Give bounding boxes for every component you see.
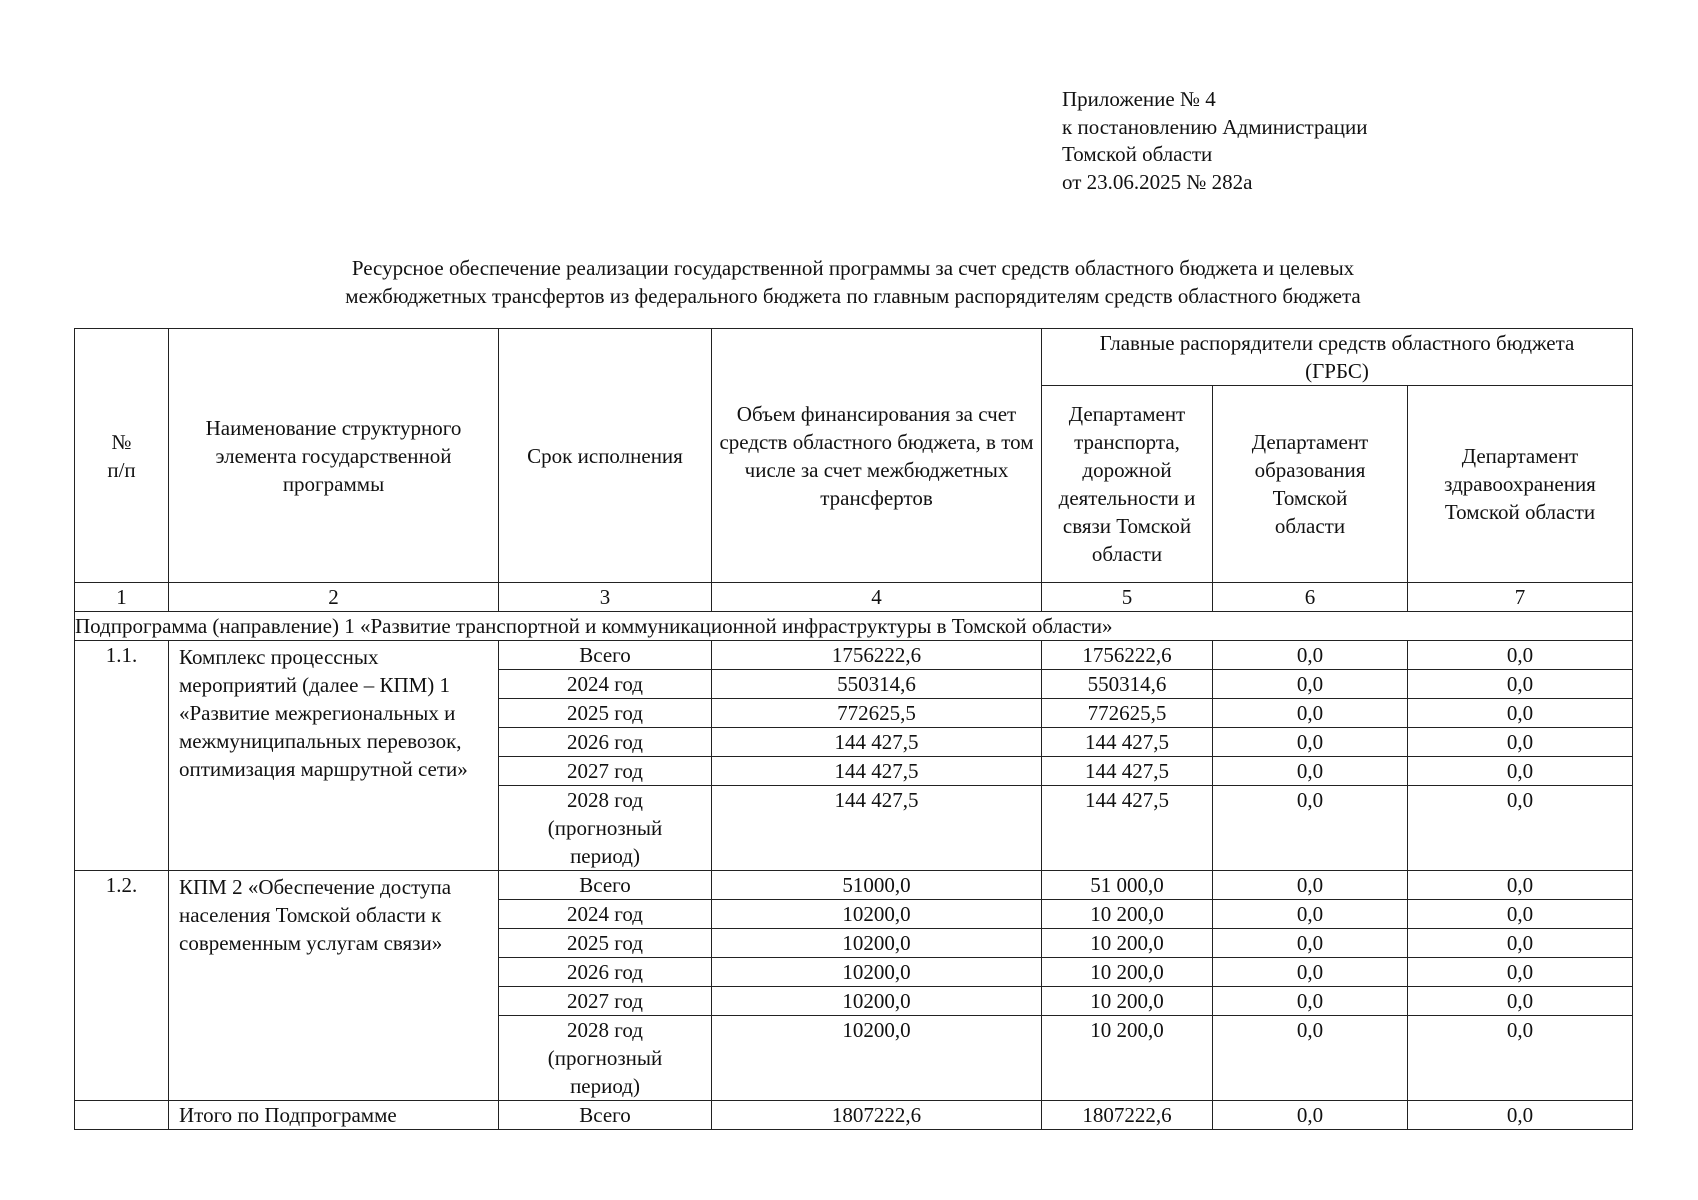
document-title — [74, 254, 1632, 310]
column-number: 4 — [712, 583, 1042, 612]
header-volume-label: Объем финансирования за счет средств областного бюджета, в том числе за счет межбюджетных трансфертов — [719, 401, 1034, 510]
term-cell — [499, 786, 712, 871]
term-cell: 2027 год — [499, 987, 712, 1016]
total-transport: 1807222,6 — [1042, 1101, 1213, 1130]
header-dept-education — [1213, 386, 1408, 583]
total-label: Итого по Подпрограмме — [169, 1101, 499, 1130]
health-cell: 0,0 — [1408, 958, 1633, 987]
header-num-label: № п/п — [107, 429, 136, 482]
health-cell: 0,0 — [1408, 900, 1633, 929]
term-cell-label: 2028 год (прогнозный период) — [547, 788, 663, 868]
subprogram-title: Подпрограмма (направление) 1 «Развитие транспортной и коммуникационной инфраструктуры в Томской области» — [75, 612, 1633, 641]
term-cell: 2025 год — [499, 699, 712, 728]
education-cell: 0,0 — [1213, 987, 1408, 1016]
education-cell: 0,0 — [1213, 699, 1408, 728]
column-number: 6 — [1213, 583, 1408, 612]
header-grbs — [1042, 329, 1633, 386]
appendix-number: Приложение № 4 — [1062, 87, 1216, 111]
transport-cell: 10 200,0 — [1042, 929, 1213, 958]
table-row — [75, 641, 1633, 670]
health-cell: 0,0 — [1408, 871, 1633, 900]
structural-element-name: КПМ 2 «Обеспечение доступа населения Томской области к современным услугам связи» — [169, 871, 499, 1101]
volume-cell: 10200,0 — [712, 987, 1042, 1016]
column-number: 7 — [1408, 583, 1633, 612]
transport-cell: 1756222,6 — [1042, 641, 1213, 670]
column-number: 1 — [75, 583, 169, 612]
appendix-date: от 23.06.2025 № 282а — [1062, 169, 1253, 194]
header-name-label: Наименование структурного элемента государственной программы — [205, 415, 462, 496]
total-term: Всего — [499, 1101, 712, 1130]
health-cell: 0,0 — [1408, 987, 1633, 1016]
term-cell — [499, 1016, 712, 1101]
total-volume: 1807222,6 — [712, 1101, 1042, 1130]
column-number-row — [75, 583, 1633, 612]
document-title-line-2: межбюджетных трансфертов из федерального бюджета по главным распорядителям средств областного бюджета — [345, 284, 1361, 308]
education-cell: 0,0 — [1213, 641, 1408, 670]
education-cell: 0,0 — [1213, 900, 1408, 929]
education-cell: 0,0 — [1213, 929, 1408, 958]
appendix-resolution: к постановлению Администрации — [1062, 114, 1368, 139]
transport-cell: 10 200,0 — [1042, 1016, 1213, 1101]
header-volume — [712, 329, 1042, 583]
transport-cell: 550314,6 — [1042, 670, 1213, 699]
row-number: 1.1. — [75, 641, 169, 871]
appendix-region: Томской области — [1062, 142, 1213, 166]
volume-cell: 10200,0 — [712, 929, 1042, 958]
header-dept-education-label: Департамент образования Томской области — [1251, 430, 1369, 538]
volume-cell: 10200,0 — [712, 900, 1042, 929]
education-cell: 0,0 — [1213, 958, 1408, 987]
volume-cell: 10200,0 — [712, 1016, 1042, 1101]
volume-cell: 550314,6 — [712, 670, 1042, 699]
appendix-block — [1062, 86, 1368, 196]
term-cell: 2027 год — [499, 757, 712, 786]
health-cell: 0,0 — [1408, 670, 1633, 699]
term-cell: Всего — [499, 641, 712, 670]
header-dept-transport — [1042, 386, 1213, 583]
volume-cell: 10200,0 — [712, 958, 1042, 987]
structural-element-name: Комплекс процессных мероприятий (далее – КПМ) 1 «Развитие межрегиональных и межмуниципальных перевозок, оптимизация маршрутной сети» — [169, 641, 499, 871]
transport-cell: 10 200,0 — [1042, 958, 1213, 987]
term-cell: 2024 год — [499, 670, 712, 699]
header-dept-transport-label: Департамент транспорта, дорожной деятельности и связи Томской области — [1058, 402, 1196, 566]
health-cell: 0,0 — [1408, 929, 1633, 958]
column-number: 2 — [169, 583, 499, 612]
transport-cell: 10 200,0 — [1042, 987, 1213, 1016]
term-cell: 2025 год — [499, 929, 712, 958]
header-term — [499, 329, 712, 583]
term-cell: 2024 год — [499, 900, 712, 929]
document-title-line-1: Ресурсное обеспечение реализации государственной программы за счет средств областного бюджета и целевых — [351, 256, 1355, 280]
term-cell-label: 2028 год (прогнозный период) — [547, 1018, 663, 1098]
budget-table — [74, 328, 1633, 1130]
health-cell: 0,0 — [1408, 641, 1633, 670]
term-cell: 2026 год — [499, 728, 712, 757]
volume-cell: 144 427,5 — [712, 757, 1042, 786]
volume-cell: 144 427,5 — [712, 728, 1042, 757]
transport-cell: 144 427,5 — [1042, 786, 1213, 871]
header-dept-health — [1408, 386, 1633, 583]
header-name — [169, 329, 499, 583]
header-num — [75, 329, 169, 583]
education-cell: 0,0 — [1213, 670, 1408, 699]
volume-cell: 51000,0 — [712, 871, 1042, 900]
column-number: 3 — [499, 583, 712, 612]
transport-cell: 51 000,0 — [1042, 871, 1213, 900]
transport-cell: 772625,5 — [1042, 699, 1213, 728]
health-cell: 0,0 — [1408, 728, 1633, 757]
health-cell: 0,0 — [1408, 786, 1633, 871]
total-health: 0,0 — [1408, 1101, 1633, 1130]
education-cell: 0,0 — [1213, 728, 1408, 757]
volume-cell: 772625,5 — [712, 699, 1042, 728]
term-cell: Всего — [499, 871, 712, 900]
total-education: 0,0 — [1213, 1101, 1408, 1130]
volume-cell: 1756222,6 — [712, 641, 1042, 670]
transport-cell: 144 427,5 — [1042, 728, 1213, 757]
volume-cell: 144 427,5 — [712, 786, 1042, 871]
transport-cell: 144 427,5 — [1042, 757, 1213, 786]
header-term-label: Срок исполнения — [527, 443, 683, 468]
education-cell: 0,0 — [1213, 757, 1408, 786]
transport-cell: 10 200,0 — [1042, 900, 1213, 929]
education-cell: 0,0 — [1213, 871, 1408, 900]
education-cell: 0,0 — [1213, 786, 1408, 871]
total-row — [75, 1101, 1633, 1130]
health-cell: 0,0 — [1408, 699, 1633, 728]
row-number: 1.2. — [75, 871, 169, 1101]
education-cell: 0,0 — [1213, 1016, 1408, 1101]
header-dept-health-label: Департамент здравоохранения Томской области — [1444, 444, 1596, 524]
table-row — [75, 871, 1633, 900]
column-number: 5 — [1042, 583, 1213, 612]
health-cell: 0,0 — [1408, 1016, 1633, 1101]
term-cell: 2026 год — [499, 958, 712, 987]
header-grbs-label: Главные распорядители средств областного бюджета (ГРБС) — [1099, 331, 1575, 383]
health-cell: 0,0 — [1408, 757, 1633, 786]
total-num — [75, 1101, 169, 1130]
